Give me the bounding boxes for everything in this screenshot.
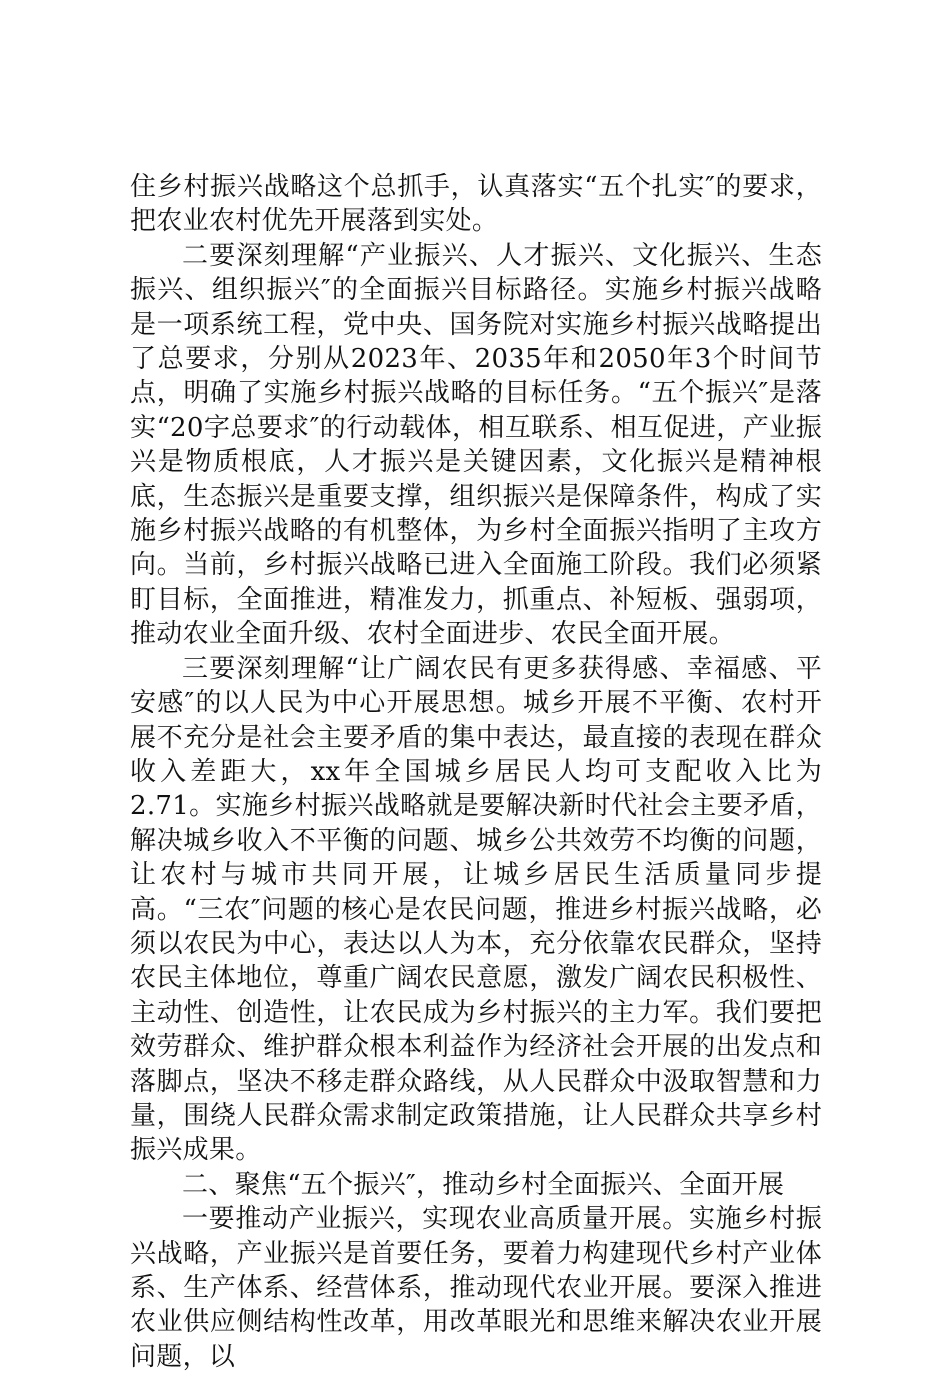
paragraph-point-two: 二要深刻理解“产业振兴、人才振兴、文化振兴、生态振兴、组织振兴″的全面振兴目标路径。实施乡村振兴战略是一项系统工程，党中央、国务院对实施乡村振兴战略提出了总要求，分别从2023年、2035年和2050年3个时间节点，明确了实施乡村振兴战略的目标任务。“五个振兴″是落实“20字总要求″的行动载体，相互联系、相互促进，产业振兴是物质根底，人才振兴是关键因素，文化振兴是精神根底，生态振兴是重要支撑，组织振兴是保障条件，构成了实施乡村振兴战略的有机整体，为乡村全面振兴指明了主攻方向。当前，乡村振兴战略已进入全面施工阶段。我们必须紧盯目标，全面推进，精准发力，抓重点、补短板、强弱项，推动农业全面升级、农村全面进步、农民全面开展。 — [130, 240, 822, 650]
paragraph-industry-revitalization: 一要推动产业振兴，实现农业高质量开展。实施乡村振兴战略，产业振兴是首要任务，要着力构建现代乡村产业体系、生产体系、经营体系，推动现代农业开展。要深入推进农业供应侧结构性改革，用改革眼光和思维来解决农业开展问题，以 — [130, 1204, 822, 1372]
paragraph-continuation: 住乡村振兴战略这个总抓手，认真落实“五个扎实″的要求，把农业农村优先开展落到实处。 — [130, 172, 822, 237]
document-body — [130, 170, 822, 1374]
section-heading-two: 二、聚焦“五个振兴″，推动乡村全面振兴、全面开展 — [182, 1169, 785, 1200]
paragraph-point-three: 三要深刻理解“让广阔农民有更多获得感、幸福感、平安感″的以人民为中心开展思想。城乡开展不平衡、农村开展不充分是社会主要矛盾的集中表达，最直接的表现在群众收入差距大，xx年全国城乡居民人均可支配收入比为2.71。实施乡村振兴战略就是要解决新时代社会主要矛盾，解决城乡收入不平衡的问题、城乡公共效劳不均衡的问题，让农村与城市共同开展，让城乡居民生活质量同步提高。“三农″问题的核心是农民问题，推进乡村振兴战略，必须以农民为中心，表达以人为本，充分依靠农民群众，坚持农民主体地位，尊重广阔农民意愿，激发广阔农民积极性、主动性、创造性，让农民成为乡村振兴的主力军。我们要把效劳群众、维护群众根本利益作为经济社会开展的出发点和落脚点，坚决不移走群众路线，从人民群众中汲取智慧和力量，围绕人民群众需求制定政策措施，让人民群众共享乡村振兴成果。 — [130, 653, 822, 1166]
